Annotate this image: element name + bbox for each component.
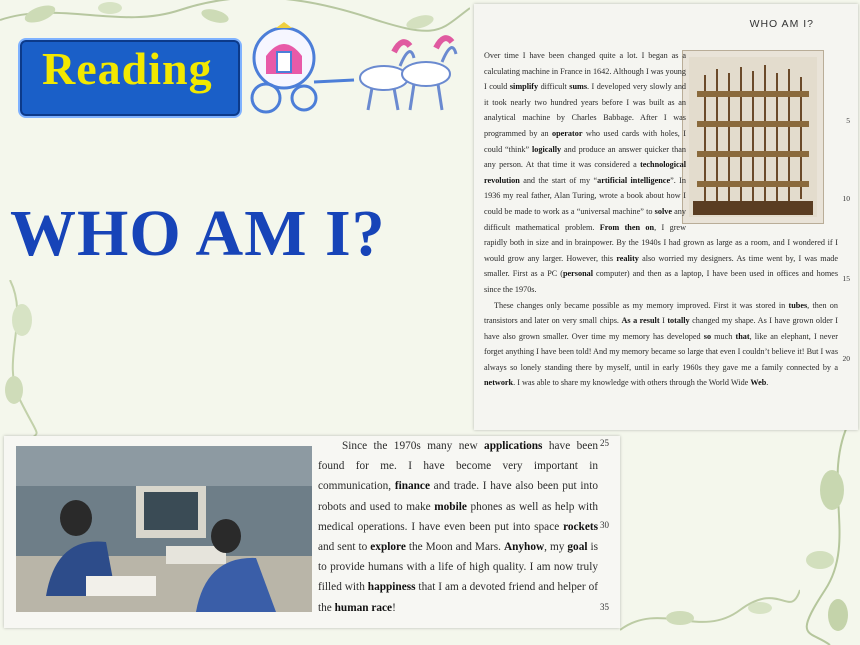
text-run: computer) and then as a laptop, I have been used in offices and homes since the 1970s.	[484, 269, 839, 294]
text-run: .	[766, 378, 769, 388]
line-number-5: 5	[846, 116, 850, 125]
paragraph-1	[484, 48, 838, 391]
text-run: and the start of my “	[519, 175, 598, 185]
line-number-35: 35	[600, 602, 609, 612]
text-run: who used cards with holes, I could “think”	[484, 128, 686, 154]
vocabulary-word: totally	[667, 316, 690, 326]
text-run: that I am a devoted friend and helper of the	[318, 581, 599, 614]
line-number-20: 20	[842, 354, 850, 363]
carriage-icon	[244, 22, 464, 118]
text-run: ”. In 1936 my real father, Alan Turing, wrote a book about how I could be made to work as a “universal machine” to	[484, 175, 686, 216]
text-run: and trade. I have also been put into robots and used to make	[318, 480, 598, 513]
vocabulary-word: solve	[654, 206, 672, 216]
line-number-15: 15	[842, 274, 850, 283]
text-run: I	[659, 316, 668, 326]
paragraph-3	[318, 436, 598, 618]
text-run: These changes only became possible as my memory improved. First it was stored in	[494, 300, 789, 310]
vocabulary-word: so	[703, 331, 712, 341]
text-run: also worried my designers. As time went by, I was made smaller. First as a PC (	[484, 253, 838, 279]
vocabulary-word: finance	[394, 480, 430, 493]
vine-decoration-left	[0, 280, 60, 440]
vine-decoration-bottom	[620, 560, 800, 645]
vocabulary-word: happiness	[367, 581, 416, 594]
text-run: , my	[544, 541, 568, 554]
slide-title: WHO AM I?	[10, 197, 386, 270]
textbook-page-top	[474, 4, 858, 430]
textbook-page-bottom	[4, 436, 620, 628]
text-run: . I developed very slowly and it took nearly two hundred years before I was built as an analytical machine by Charles Babbage. After I was programmed by an	[484, 82, 687, 138]
text-run: the Moon and Mars.	[405, 541, 504, 554]
office-workers-photo	[16, 446, 312, 612]
vocabulary-word: applications	[484, 440, 543, 452]
vocabulary-word: simplify	[509, 82, 539, 92]
text-run: any difficult mathematical problem.	[484, 206, 686, 232]
text-run: , then on transistors and later on very small chips.	[484, 300, 838, 326]
vocabulary-word: reality	[616, 253, 639, 263]
vocabulary-word: Anyhow	[503, 541, 545, 554]
vocabulary-word: From then on	[599, 222, 655, 232]
line-number-25: 25	[600, 438, 609, 448]
vocabulary-word: that	[735, 331, 750, 341]
reading-badge-label: Reading	[42, 43, 213, 94]
vocabulary-word: logically	[532, 144, 562, 154]
vocabulary-word: human race	[334, 601, 393, 614]
text-run: is to provide humans with a life of high quality. I am now truly filled with	[318, 541, 599, 594]
vocabulary-word: sums	[569, 82, 588, 92]
text-run: much	[711, 331, 736, 341]
text-run: difficult	[538, 82, 570, 92]
vocabulary-word: network	[484, 378, 514, 388]
line-number-10: 10	[842, 194, 850, 203]
vocabulary-word: goal	[567, 541, 588, 554]
text-run: Since the 1970s many new	[342, 440, 485, 452]
text-run: and sent to	[318, 541, 371, 554]
vocabulary-word: Web	[750, 378, 767, 388]
vocabulary-word: artificial intelligence	[597, 175, 671, 185]
vocabulary-word: As a result	[621, 316, 660, 326]
vocabulary-word: tubes	[788, 300, 808, 310]
text-run: , like an elephant, I never forget anything I have been told! And my memory became so large that even I couldn’t believe it! But I was always so lonely standing there by myself, until in early 1960s they gave me a family connected by a	[484, 331, 838, 372]
vocabulary-word: explore	[370, 541, 406, 554]
text-run: and produce an answer quicker than any person. At that time it was considered a	[484, 144, 686, 170]
text-run: have been found for me. I have become very important in communication,	[318, 440, 598, 493]
text-run: phones as well as help with medical operations. I have even been put into space	[318, 500, 598, 533]
text-run: . I was able to share my knowledge with others through the World Wide	[513, 378, 751, 388]
text-run: , I grew rapidly both in size and in brainpower. By the 1940s I had grown as large as a room, and I wondered if I would grow any larger. However, this	[484, 222, 838, 263]
vocabulary-word: technological revolution	[484, 160, 686, 185]
text-run: !	[392, 601, 396, 614]
line-number-30: 30	[600, 520, 609, 530]
vocabulary-word: rockets	[563, 520, 598, 533]
vocabulary-word: personal	[562, 269, 593, 279]
vocabulary-word: mobile	[434, 500, 467, 513]
text-run: Over time I have been changed quite a lot. I began as a calculating machine in France in 1642. Although I was young I could	[484, 51, 686, 92]
page-heading: WHO AM I?	[749, 18, 814, 30]
vocabulary-word: operator	[552, 128, 583, 138]
text-run: changed my shape. As I have grown older I have also grown smaller. Over time my memory has developed	[484, 316, 838, 341]
